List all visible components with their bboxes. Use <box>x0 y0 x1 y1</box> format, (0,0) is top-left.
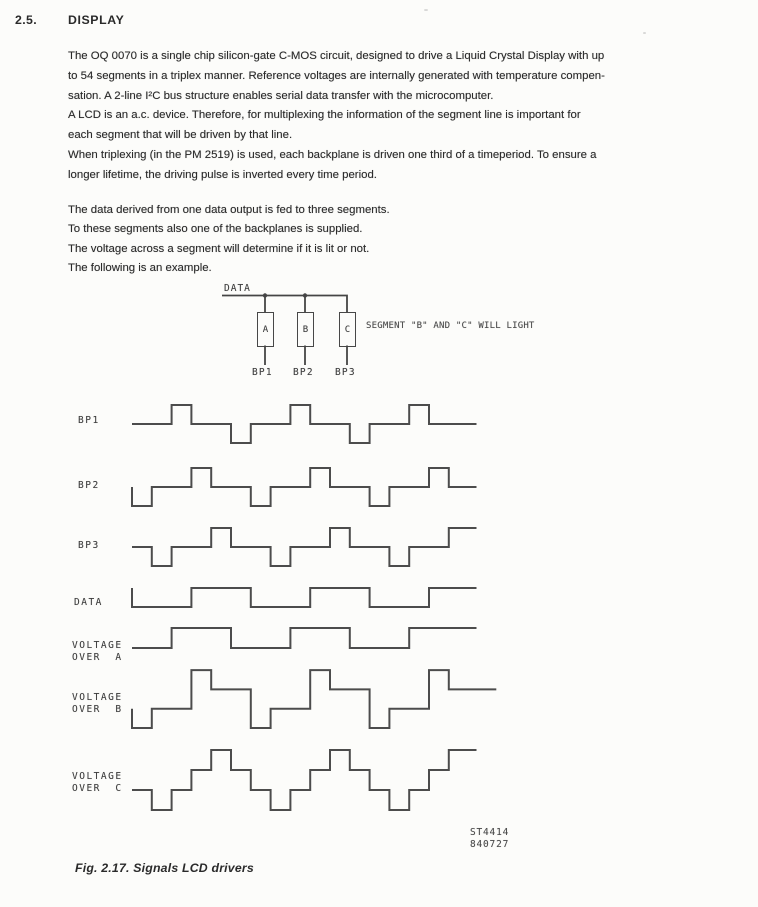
waveform-bp3 <box>132 528 477 566</box>
segment-circuit-diagram <box>222 293 347 365</box>
data-bus-label: DATA <box>224 283 251 294</box>
text-line: The data derived from one data output is fed to three segments. <box>68 204 390 216</box>
junction-dot-a <box>263 293 267 297</box>
segment-box-c <box>339 312 356 347</box>
text-line: The following is an example. <box>68 261 212 274</box>
waveform-voltage-over-a <box>132 628 477 648</box>
scan-speckle <box>424 9 428 11</box>
data-bus-line <box>222 296 347 313</box>
scan-speckle <box>643 32 646 34</box>
paragraph-2 <box>68 204 390 281</box>
diagram-note: SEGMENT "B" AND "C" WILL LIGHT <box>366 321 535 331</box>
backplane-label-bp3: BP3 <box>335 367 356 378</box>
waveform-voltage-over-b <box>132 670 496 728</box>
waveform-bp1 <box>132 405 477 443</box>
waveform-label-bp3: BP3 <box>78 540 100 551</box>
text-line: sation. A 2-line I²C bus structure enables serial data transfer with the microcomputer. <box>68 89 494 102</box>
text-line: each segment that will be driven by that line. <box>68 129 293 142</box>
reference-code-line1: ST4414 <box>470 827 510 838</box>
segment-box-c-label: C <box>344 324 351 335</box>
text-line: When triplexing (in the PM 2519) is used, each backplane is driven one third of a timeperiod. To ensure a <box>68 148 597 161</box>
segment-box-b <box>297 312 314 347</box>
segment-box-b-label: B <box>302 324 309 335</box>
figure-caption: Fig. 2.17. Signals LCD drivers <box>75 861 254 875</box>
waveform-voltage-over-c <box>132 750 477 810</box>
waveform-traces <box>132 405 496 810</box>
text-line: to 54 segments in a triplex manner. Reference voltages are internally generated with temperature compen- <box>68 69 605 82</box>
backplane-label-bp2: BP2 <box>293 367 314 378</box>
text-line: A LCD is an a.c. device. Therefore, for multiplexing the information of the segment line is important for <box>68 109 581 122</box>
waveform-label-voltage-over-c-0: VOLTAGE <box>72 771 123 782</box>
paragraph-1 <box>68 50 605 189</box>
segment-box-a-label: A <box>262 324 269 335</box>
reference-code <box>470 827 509 851</box>
waveform-label-voltage-over-b-0: VOLTAGE <box>72 692 123 703</box>
text-line: The OQ 0070 is a single chip silicon-gate C-MOS circuit, designed to drive a Liquid Crystal Display with up <box>68 50 605 62</box>
section-number: 2.5. <box>15 13 38 27</box>
text-line: longer lifetime, the driving pulse is inverted every time period. <box>68 168 377 181</box>
junction-dot-b <box>303 293 307 297</box>
waveform-label-data: DATA <box>74 597 103 608</box>
waveform-label-voltage-over-a-0: VOLTAGE <box>72 640 123 651</box>
waveform-label-bp2: BP2 <box>78 480 100 491</box>
waveform-label-voltage-over-b-1: OVER B <box>72 704 123 715</box>
waveform-bp2 <box>132 468 477 506</box>
waveform-label-voltage-over-a-1: OVER A <box>72 652 123 663</box>
waveform-data <box>132 588 477 607</box>
text-line: To these segments also one of the backplanes is supplied. <box>68 223 363 236</box>
text-line: The voltage across a segment will determine if it is lit or not. <box>68 242 370 255</box>
reference-code-line2: 840727 <box>470 839 510 850</box>
section-title: DISPLAY <box>68 13 125 27</box>
segment-box-a <box>257 312 274 347</box>
backplane-label-bp1: BP1 <box>252 367 273 378</box>
waveform-label-bp1: BP1 <box>78 415 100 426</box>
waveform-label-voltage-over-c-1: OVER C <box>72 783 123 794</box>
